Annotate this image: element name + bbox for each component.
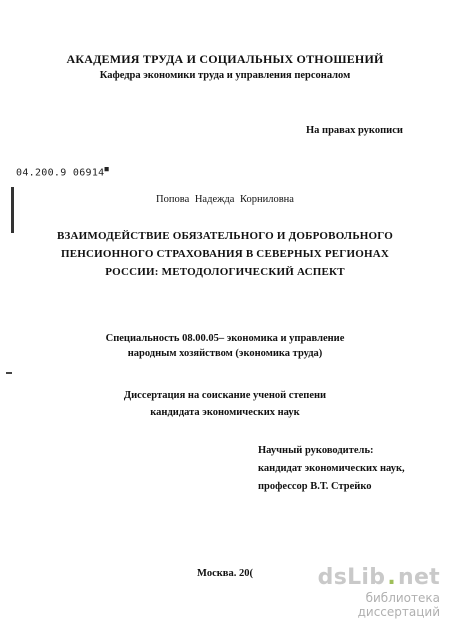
supervisor-degree: кандидат экономических наук,: [258, 463, 405, 474]
specialty-line-2: народным хозяйством (экономика труда): [127, 348, 323, 359]
dslib-logo-dot: .: [387, 565, 396, 590]
dslib-logo-main: dsLib: [317, 565, 386, 590]
dslib-watermark: [290, 565, 440, 619]
dissertation-degree-line-1: Диссертация на соискание ученой степени: [123, 390, 327, 401]
dissertation-degree-line-2: кандидата экономических наук: [150, 407, 300, 418]
institution-name: АКАДЕМИЯ ТРУДА И СОЦИАЛЬНЫХ ОТНОШЕНИЙ: [66, 52, 384, 66]
supervisor-heading: Научный руководитель:: [258, 445, 374, 456]
margin-scan-tick: [6, 372, 12, 374]
dissertation-title-line-3: РОССИИ: МЕТОДОЛОГИЧЕСКИЙ АСПЕКТ: [105, 266, 345, 278]
author-name: Попова Надежда Корниловна: [156, 194, 294, 205]
library-stamp-number: 04.200.9 06914■: [16, 165, 110, 179]
manuscript-rights-label: На правах рукописи: [306, 125, 403, 136]
dslib-logo-tld: net: [398, 565, 440, 590]
specialty-line-1: Специальность 08.00.05– экономика и управление: [105, 333, 345, 344]
dissertation-title-line-1: ВЗАИМОДЕЙСТВИЕ ОБЯЗАТЕЛЬНОГО И ДОБРОВОЛЬНОГО: [56, 230, 393, 242]
dslib-logo: [318, 565, 440, 590]
dissertation-title-line-2: ПЕНСИОННОГО СТРАХОВАНИЯ В СЕВЕРНЫХ РЕГИОНАХ: [60, 248, 390, 260]
supervisor-name: профессор В.Т. Стрейко: [258, 481, 372, 492]
city-year: Москва. 20(: [197, 568, 253, 579]
dslib-subtitle: библиотека диссертаций: [357, 591, 440, 619]
department-name: Кафедра экономики труда и управления персоналом: [99, 70, 351, 81]
